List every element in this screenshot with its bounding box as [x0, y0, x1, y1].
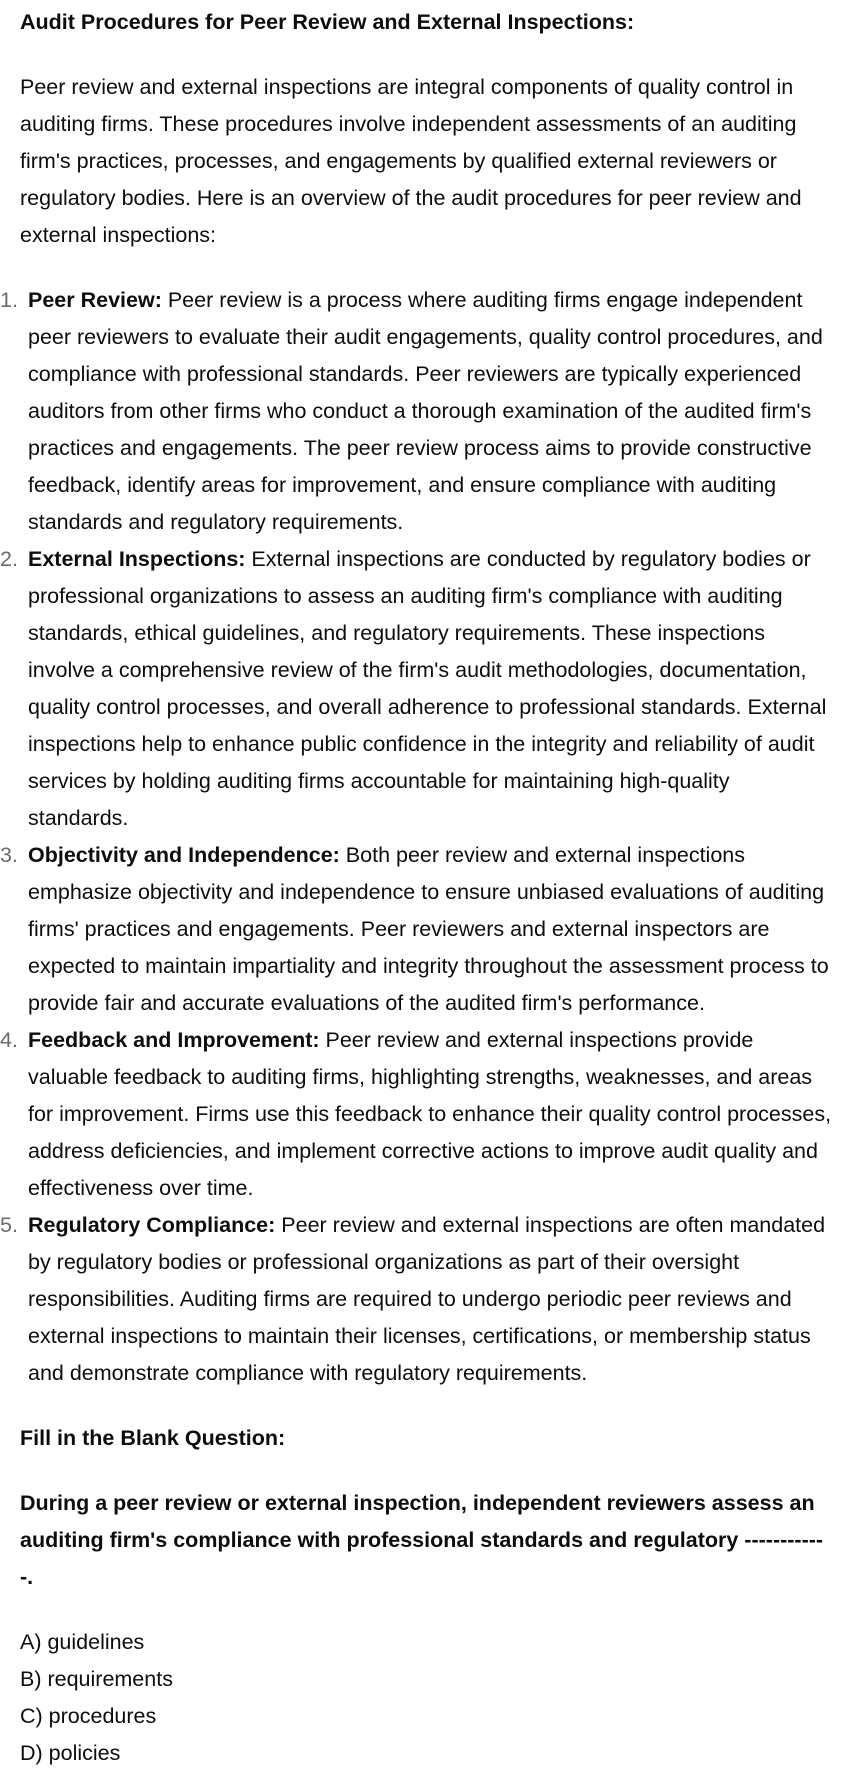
list-item	[0, 282, 835, 541]
intro-paragraph: Peer review and external inspections are integral components of quality control in auditing firms. These procedures involve independent assessments of an auditing firm's practices, processes, and engagements by qualified external reviewers or regulatory bodies. Here is an overview of the audit procedures for peer review and external inspections:	[20, 75, 802, 247]
list-item-text: Peer review and external inspections provide valuable feedback to auditing firms, highlighting strengths, weaknesses, and areas for improvement. Firms use this feedback to enhance their quality control processes, address deficiencies, and implement corrective actions to improve audit quality and effectiveness over time.	[28, 1028, 832, 1200]
list-item-lead: Feedback and Improvement:	[28, 1028, 320, 1052]
list-item-number: 1.	[0, 288, 18, 312]
list-item-number: 5.	[0, 1213, 18, 1237]
list-item-text: Peer review and external inspections are often mandated by regulatory bodies or professional organizations as part of their oversight responsibilities. Auditing firms are required to undergo periodic peer reviews and external inspections to maintain their licenses, certifications, or membership status and demonstrate compliance with regulatory requirements.	[28, 1213, 826, 1385]
answer-options	[20, 1624, 835, 1772]
answer-option: B) requirements	[20, 1667, 173, 1691]
list-item	[0, 1207, 835, 1392]
list-item-lead: Objectivity and Independence:	[28, 843, 340, 867]
document-title: Audit Procedures for Peer Review and External Inspections:	[20, 10, 635, 34]
list-item-lead: Peer Review:	[28, 288, 162, 312]
question-text: During a peer review or external inspection, independent reviewers assess an auditing firm's compliance with professional standards and regulatory ------------.	[20, 1491, 824, 1589]
list-item-number: 4.	[0, 1028, 18, 1052]
list-item-text: Both peer review and external inspections emphasize objectivity and independence to ensure unbiased evaluations of auditing firms' practices and engagements. Peer reviewers and external inspectors are expected to maintain impartiality and integrity throughout the assessment process to provide fair and accurate evaluations of the audited firm's performance.	[28, 843, 829, 1015]
list-item-number: 2.	[0, 547, 18, 571]
list-item	[0, 1022, 835, 1207]
list-item-lead: External Inspections:	[28, 547, 246, 571]
list-item	[0, 541, 835, 837]
list-item-number: 3.	[0, 843, 18, 867]
list-item	[0, 837, 835, 1022]
procedures-list	[0, 282, 835, 1392]
answer-option: D) policies	[20, 1741, 121, 1765]
answer-option: A) guidelines	[20, 1630, 145, 1654]
list-item-lead: Regulatory Compliance:	[28, 1213, 276, 1237]
question-title: Fill in the Blank Question:	[20, 1426, 286, 1450]
list-item-text: External inspections are conducted by regulatory bodies or professional organizations to assess an auditing firm's compliance with auditing standards, ethical guidelines, and regulatory requirements. These inspections involve a comprehensive review of the firm's audit methodologies, documentation, quality control processes, and overall adherence to professional standards. External inspections help to enhance public confidence in the integrity and reliability of audit services by holding auditing firms accountable for maintaining high-quality standards.	[28, 547, 827, 830]
answer-option: C) procedures	[20, 1704, 157, 1728]
list-item-text: Peer review is a process where auditing firms engage independent peer reviewers to evaluate their audit engagements, quality control procedures, and compliance with professional standards. Peer reviewers are typically experienced auditors from other firms who conduct a thorough examination of the audited firm's practices and engagements. The peer review process aims to provide constructive feedback, identify areas for improvement, and ensure compliance with auditing standards and regulatory requirements.	[28, 288, 823, 534]
